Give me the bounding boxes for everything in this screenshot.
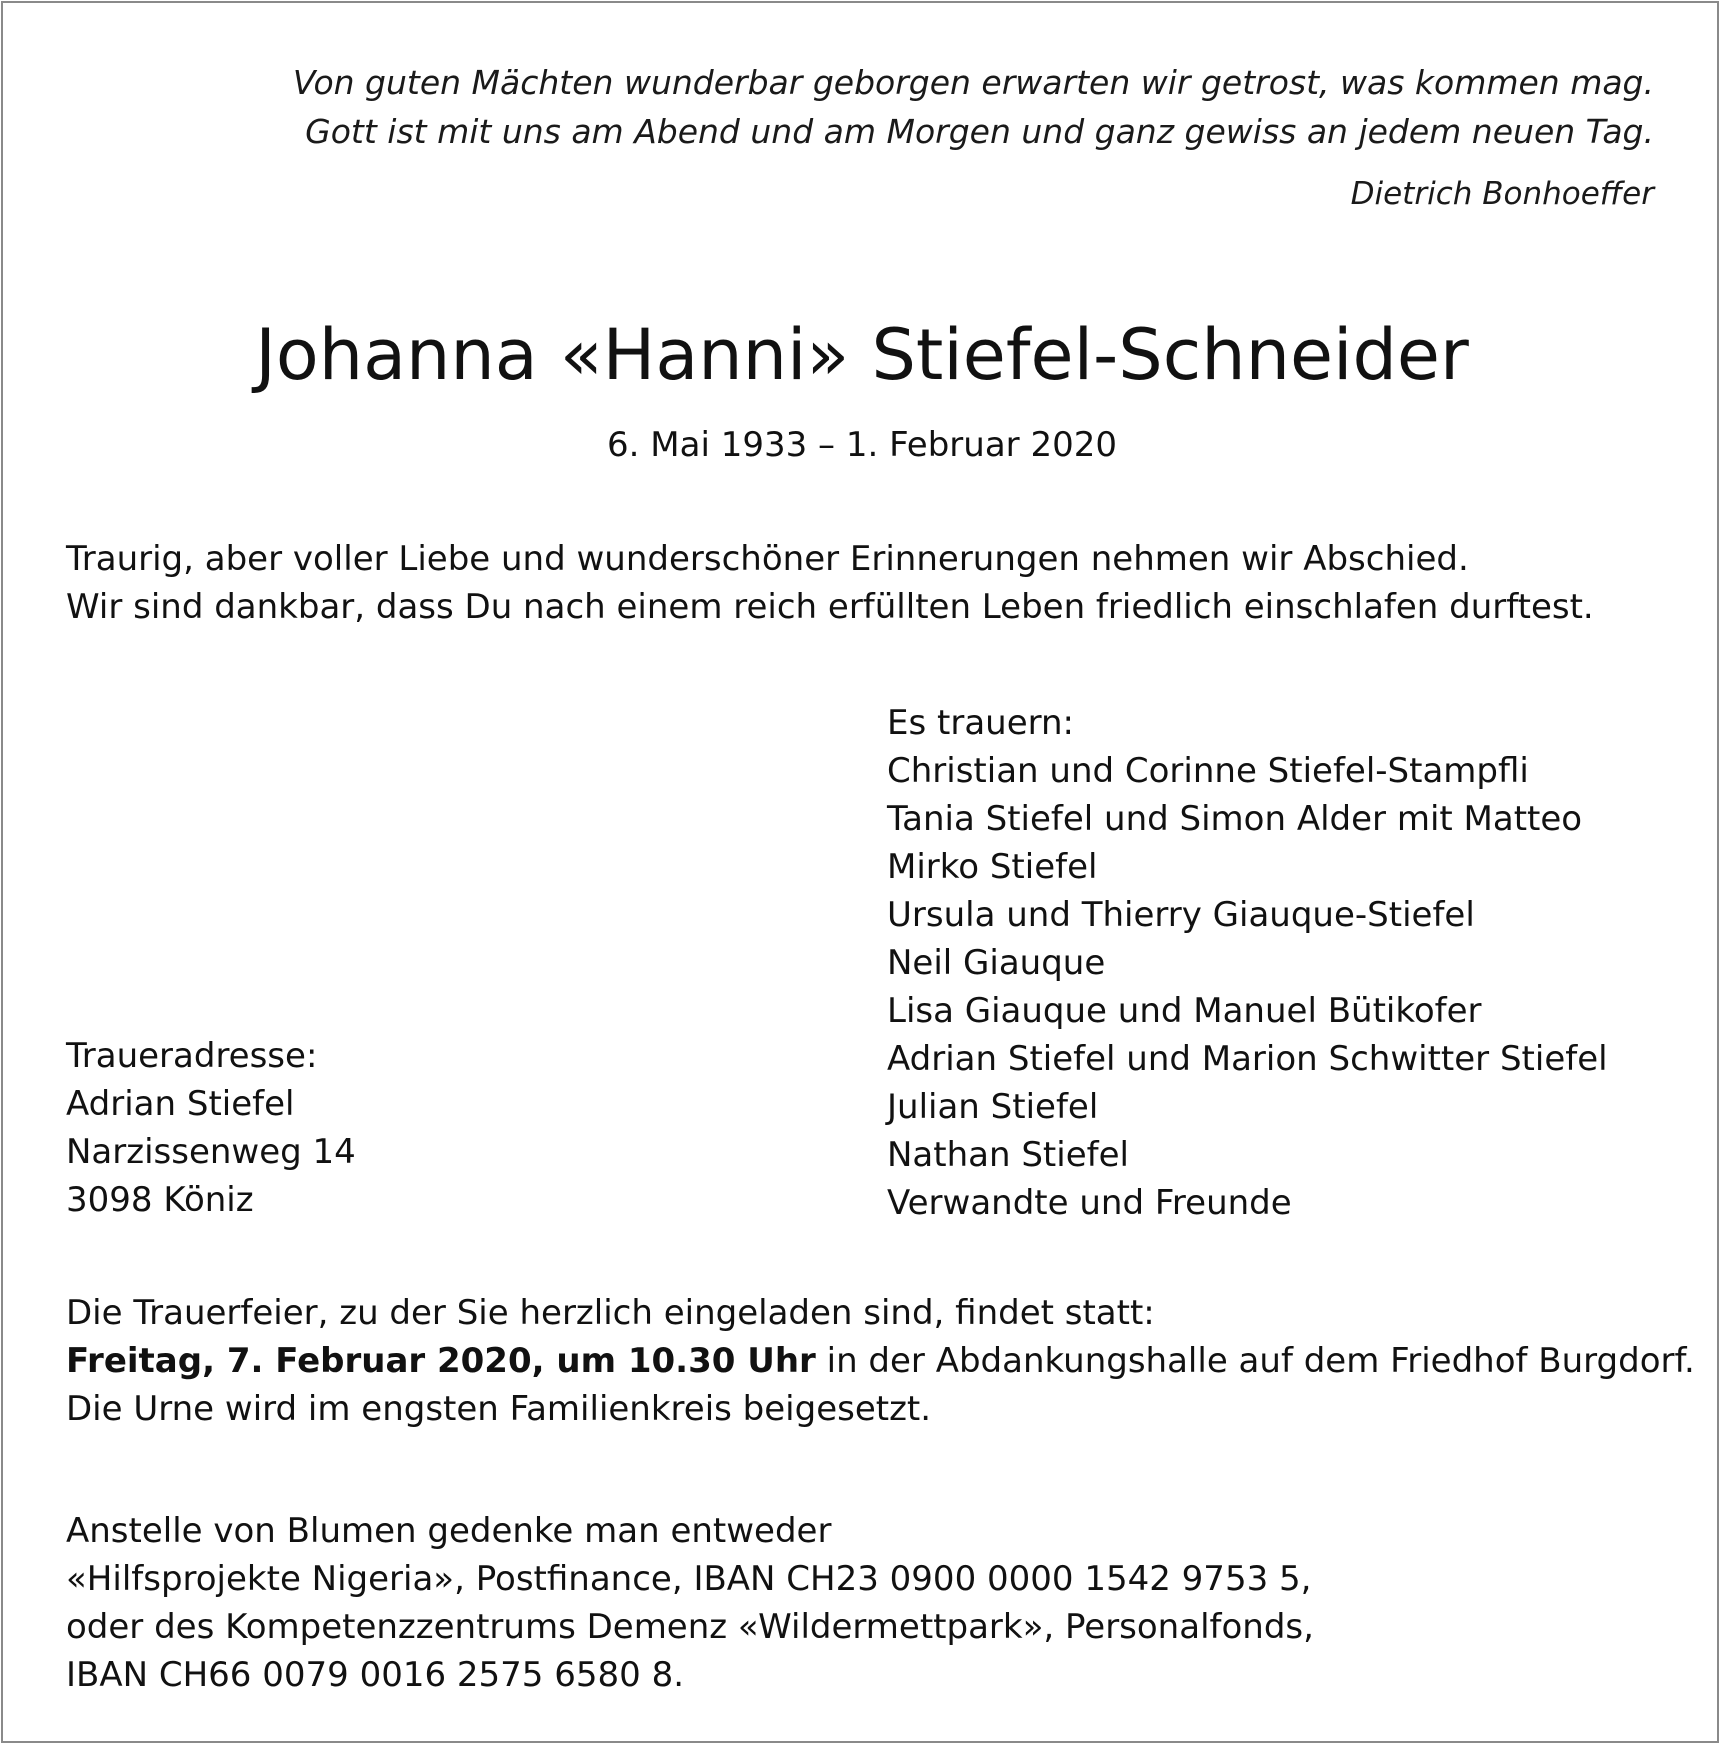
bonhoeffer-quote bbox=[293, 58, 1654, 219]
mourner-name: Adrian Stiefel und Marion Schwitter Stiefel bbox=[887, 1039, 1608, 1079]
mourner-name: Nathan Stiefel bbox=[887, 1135, 1129, 1175]
deceased-name: Johanna «Hanni» Stiefel-Schneider bbox=[255, 314, 1469, 396]
mourning-address bbox=[66, 1032, 356, 1224]
mourner-name: Verwandte und Freunde bbox=[887, 1183, 1292, 1223]
donation-line: «Hilfsprojekte Nigeria», Postfinance, IBAN CH23 0900 0000 1542 9753 5, bbox=[66, 1559, 1312, 1599]
address-street: Narzissenweg 14 bbox=[66, 1132, 356, 1172]
ceremony-invitation: Die Trauerfeier, zu der Sie herzlich eingeladen sind, findet statt: bbox=[66, 1293, 1155, 1333]
mourner-name: Neil Giauque bbox=[887, 943, 1106, 983]
donation-line: oder des Kompetenzzentrums Demenz «Wildermettpark», Personalfonds, bbox=[66, 1607, 1314, 1647]
quote-line: Gott ist mit uns am Abend und am Morgen und ganz gewiss an jedem neuen Tag. bbox=[305, 112, 1654, 151]
mourner-name: Julian Stiefel bbox=[887, 1087, 1099, 1127]
intro-line: Wir sind dankbar, dass Du nach einem reich erfüllten Leben friedlich einschlafen durftest. bbox=[66, 587, 1594, 627]
ceremony-date: Freitag, 7. Februar 2020, um 10.30 Uhr bbox=[66, 1341, 816, 1381]
mourner-name: Christian und Corinne Stiefel-Stampfli bbox=[887, 751, 1529, 791]
mourner-name: Tania Stiefel und Simon Alder mit Matteo bbox=[887, 799, 1583, 839]
quote-author: Dietrich Bonhoeffer bbox=[1350, 176, 1654, 212]
life-dates: 6. Mai 1933 – 1. Februar 2020 bbox=[607, 425, 1117, 465]
intro-line: Traurig, aber voller Liebe und wunderschöner Erinnerungen nehmen wir Abschied. bbox=[66, 539, 1469, 579]
mourners-list bbox=[887, 699, 1608, 1227]
donation-line: Anstelle von Blumen gedenke man entweder bbox=[66, 1511, 832, 1551]
mourner-name: Lisa Giauque und Manuel Bütikofer bbox=[887, 991, 1482, 1031]
address-heading: Traueradresse: bbox=[66, 1036, 318, 1076]
ceremony-info bbox=[66, 1289, 1695, 1433]
ceremony-location: in der Abdankungshalle auf dem Friedhof Burgdorf. bbox=[815, 1341, 1695, 1381]
intro-text bbox=[66, 535, 1594, 631]
address-name: Adrian Stiefel bbox=[66, 1084, 295, 1124]
mourner-name: Mirko Stiefel bbox=[887, 847, 1098, 887]
ceremony-date-line bbox=[66, 1337, 1695, 1385]
quote-line: Von guten Mächten wunderbar geborgen erwarten wir getrost, was kommen mag. bbox=[292, 63, 1654, 102]
mourner-name: Ursula und Thierry Giauque-Stiefel bbox=[887, 895, 1475, 935]
donation-line: IBAN CH66 0079 0016 2575 6580 8. bbox=[66, 1655, 685, 1695]
urn-note: Die Urne wird im engsten Familienkreis beigesetzt. bbox=[66, 1389, 932, 1429]
address-city: 3098 Köniz bbox=[66, 1180, 254, 1220]
donation-info bbox=[66, 1507, 1314, 1699]
mourners-heading: Es trauern: bbox=[887, 703, 1074, 743]
